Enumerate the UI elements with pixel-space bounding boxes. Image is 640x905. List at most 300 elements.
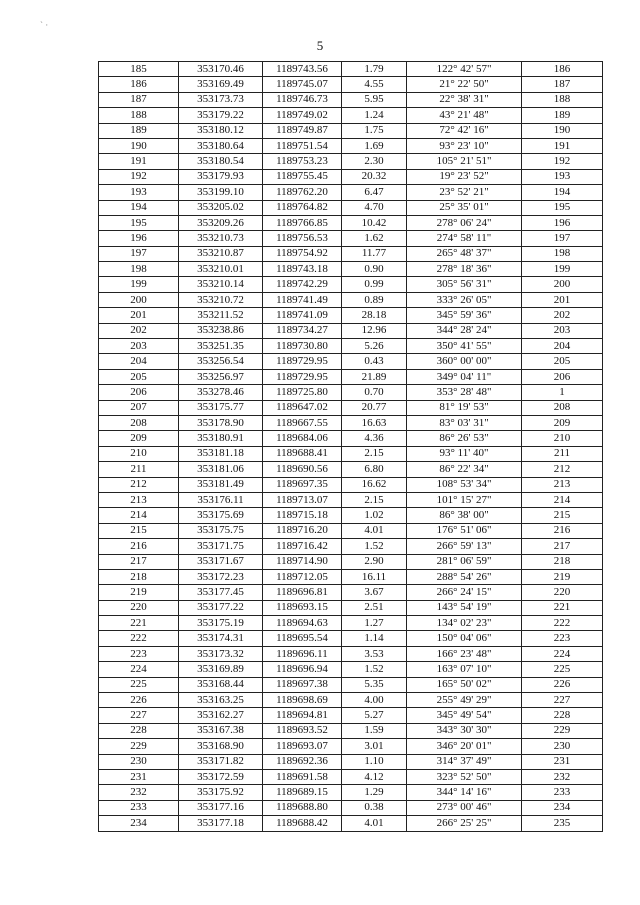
y-coordinate-cell: 1189741.09	[263, 308, 342, 323]
table-row	[99, 92, 603, 107]
bearing-cell: 23° 52' 21"	[407, 185, 522, 200]
point-number-cell: 210	[99, 446, 179, 461]
table-row	[99, 277, 603, 292]
distance-cell: 0.70	[342, 385, 407, 400]
y-coordinate-cell: 1189693.15	[263, 600, 342, 615]
next-point-cell: 208	[522, 400, 603, 415]
bearing-cell: 134° 02' 23"	[407, 616, 522, 631]
y-coordinate-cell: 1189693.52	[263, 723, 342, 738]
next-point-cell: 197	[522, 231, 603, 246]
next-point-cell: 228	[522, 708, 603, 723]
point-number-cell: 211	[99, 462, 179, 477]
next-point-cell: 187	[522, 77, 603, 92]
next-point-cell: 194	[522, 185, 603, 200]
table-row	[99, 123, 603, 138]
y-coordinate-cell: 1189688.41	[263, 446, 342, 461]
next-point-cell: 186	[522, 62, 603, 77]
x-coordinate-cell: 353180.64	[179, 138, 263, 153]
x-coordinate-cell: 353173.73	[179, 92, 263, 107]
x-coordinate-cell: 353176.11	[179, 492, 263, 507]
next-point-cell: 220	[522, 585, 603, 600]
table-row	[99, 138, 603, 153]
x-coordinate-cell: 353177.18	[179, 816, 263, 831]
distance-cell: 28.18	[342, 308, 407, 323]
bearing-cell: 344° 14' 16"	[407, 785, 522, 800]
next-point-cell: 234	[522, 800, 603, 815]
table-row	[99, 616, 603, 631]
table-row	[99, 554, 603, 569]
y-coordinate-cell: 1189729.95	[263, 354, 342, 369]
bearing-cell: 349° 04' 11"	[407, 369, 522, 384]
x-coordinate-cell: 353173.32	[179, 646, 263, 661]
next-point-cell: 1	[522, 385, 603, 400]
distance-cell: 3.53	[342, 646, 407, 661]
bearing-cell: 344° 28' 24"	[407, 323, 522, 338]
point-number-cell: 214	[99, 508, 179, 523]
y-coordinate-cell: 1189647.02	[263, 400, 342, 415]
point-number-cell: 189	[99, 123, 179, 138]
bearing-cell: 346° 20' 01"	[407, 739, 522, 754]
table-row	[99, 462, 603, 477]
next-point-cell: 230	[522, 739, 603, 754]
point-number-cell: 220	[99, 600, 179, 615]
y-coordinate-cell: 1189697.38	[263, 677, 342, 692]
next-point-cell: 205	[522, 354, 603, 369]
y-coordinate-cell: 1189755.45	[263, 169, 342, 184]
distance-cell: 1.62	[342, 231, 407, 246]
x-coordinate-cell: 353238.86	[179, 323, 263, 338]
table-row	[99, 339, 603, 354]
bearing-cell: 345° 59' 36"	[407, 308, 522, 323]
x-coordinate-cell: 353180.12	[179, 123, 263, 138]
x-coordinate-cell: 353177.22	[179, 600, 263, 615]
point-number-cell: 196	[99, 231, 179, 246]
distance-cell: 2.90	[342, 554, 407, 569]
distance-cell: 2.15	[342, 492, 407, 507]
point-number-cell: 219	[99, 585, 179, 600]
point-number-cell: 202	[99, 323, 179, 338]
y-coordinate-cell: 1189688.42	[263, 816, 342, 831]
point-number-cell: 190	[99, 138, 179, 153]
point-number-cell: 198	[99, 262, 179, 277]
table-row	[99, 108, 603, 123]
distance-cell: 0.99	[342, 277, 407, 292]
table-row	[99, 431, 603, 446]
distance-cell: 5.35	[342, 677, 407, 692]
point-number-cell: 234	[99, 816, 179, 831]
distance-cell: 20.32	[342, 169, 407, 184]
y-coordinate-cell: 1189696.11	[263, 646, 342, 661]
distance-cell: 4.55	[342, 77, 407, 92]
next-point-cell: 206	[522, 369, 603, 384]
bearing-cell: 25° 35' 01"	[407, 200, 522, 215]
bearing-cell: 86° 26' 53"	[407, 431, 522, 446]
point-number-cell: 224	[99, 662, 179, 677]
distance-cell: 1.52	[342, 539, 407, 554]
table-row	[99, 246, 603, 261]
x-coordinate-cell: 353180.91	[179, 431, 263, 446]
distance-cell: 1.52	[342, 662, 407, 677]
bearing-cell: 150° 04' 06"	[407, 631, 522, 646]
x-coordinate-cell: 353175.75	[179, 523, 263, 538]
distance-cell: 1.24	[342, 108, 407, 123]
table-row	[99, 292, 603, 307]
x-coordinate-cell: 353211.52	[179, 308, 263, 323]
y-coordinate-cell: 1189762.20	[263, 185, 342, 200]
distance-cell: 2.30	[342, 154, 407, 169]
next-point-cell: 217	[522, 539, 603, 554]
next-point-cell: 210	[522, 431, 603, 446]
distance-cell: 6.80	[342, 462, 407, 477]
bearing-cell: 314° 37' 49"	[407, 754, 522, 769]
x-coordinate-cell: 353163.25	[179, 693, 263, 708]
x-coordinate-cell: 353251.35	[179, 339, 263, 354]
bearing-cell: 22° 38' 31"	[407, 92, 522, 107]
x-coordinate-cell: 353171.67	[179, 554, 263, 569]
distance-cell: 1.69	[342, 138, 407, 153]
x-coordinate-cell: 353199.10	[179, 185, 263, 200]
table-row	[99, 215, 603, 230]
table-row	[99, 400, 603, 415]
y-coordinate-cell: 1189692.36	[263, 754, 342, 769]
table-row	[99, 308, 603, 323]
next-point-cell: 233	[522, 785, 603, 800]
bearing-cell: 122° 42' 57"	[407, 62, 522, 77]
bearing-cell: 343° 30' 30"	[407, 723, 522, 738]
table-row	[99, 385, 603, 400]
distance-cell: 0.90	[342, 262, 407, 277]
table-row	[99, 231, 603, 246]
y-coordinate-cell: 1189713.07	[263, 492, 342, 507]
point-number-cell: 229	[99, 739, 179, 754]
x-coordinate-cell: 353209.26	[179, 215, 263, 230]
y-coordinate-cell: 1189696.94	[263, 662, 342, 677]
point-number-cell: 205	[99, 369, 179, 384]
table-row	[99, 723, 603, 738]
distance-cell: 4.36	[342, 431, 407, 446]
next-point-cell: 209	[522, 415, 603, 430]
x-coordinate-cell: 353210.87	[179, 246, 263, 261]
table-row	[99, 769, 603, 784]
table-row	[99, 323, 603, 338]
next-point-cell: 188	[522, 92, 603, 107]
table-row	[99, 662, 603, 677]
distance-cell: 0.38	[342, 800, 407, 815]
distance-cell: 1.79	[342, 62, 407, 77]
x-coordinate-cell: 353167.38	[179, 723, 263, 738]
point-number-cell: 218	[99, 569, 179, 584]
bearing-cell: 93° 23' 10"	[407, 138, 522, 153]
bearing-cell: 163° 07' 10"	[407, 662, 522, 677]
bearing-cell: 21° 22' 50"	[407, 77, 522, 92]
table-row	[99, 600, 603, 615]
x-coordinate-cell: 353171.82	[179, 754, 263, 769]
bearing-cell: 278° 18' 36"	[407, 262, 522, 277]
x-coordinate-cell: 353180.54	[179, 154, 263, 169]
scan-mark: ` ·	[40, 20, 49, 30]
x-coordinate-cell: 353256.97	[179, 369, 263, 384]
point-number-cell: 225	[99, 677, 179, 692]
table-row	[99, 754, 603, 769]
x-coordinate-cell: 353278.46	[179, 385, 263, 400]
point-number-cell: 217	[99, 554, 179, 569]
next-point-cell: 216	[522, 523, 603, 538]
next-point-cell: 218	[522, 554, 603, 569]
distance-cell: 10.42	[342, 215, 407, 230]
distance-cell: 4.70	[342, 200, 407, 215]
point-number-cell: 204	[99, 354, 179, 369]
next-point-cell: 204	[522, 339, 603, 354]
bearing-cell: 266° 24' 15"	[407, 585, 522, 600]
y-coordinate-cell: 1189667.55	[263, 415, 342, 430]
page-number: 5	[316, 38, 324, 53]
bearing-cell: 166° 23' 48"	[407, 646, 522, 661]
x-coordinate-cell: 353175.19	[179, 616, 263, 631]
table-row	[99, 523, 603, 538]
y-coordinate-cell: 1189689.15	[263, 785, 342, 800]
table-row	[99, 77, 603, 92]
distance-cell: 16.62	[342, 477, 407, 492]
x-coordinate-cell: 353179.93	[179, 169, 263, 184]
distance-cell: 4.01	[342, 816, 407, 831]
y-coordinate-cell: 1189764.82	[263, 200, 342, 215]
point-number-cell: 192	[99, 169, 179, 184]
x-coordinate-cell: 353174.31	[179, 631, 263, 646]
x-coordinate-cell: 353181.18	[179, 446, 263, 461]
point-number-cell: 185	[99, 62, 179, 77]
next-point-cell: 189	[522, 108, 603, 123]
x-coordinate-cell: 353210.73	[179, 231, 263, 246]
bearing-cell: 19° 23' 52"	[407, 169, 522, 184]
bearing-cell: 43° 21' 48"	[407, 108, 522, 123]
x-coordinate-cell: 353210.14	[179, 277, 263, 292]
bearing-cell: 360° 00' 00"	[407, 354, 522, 369]
bearing-cell: 93° 11' 40"	[407, 446, 522, 461]
x-coordinate-cell: 353181.49	[179, 477, 263, 492]
table-row	[99, 708, 603, 723]
bearing-cell: 72° 42' 16"	[407, 123, 522, 138]
bearing-cell: 81° 19' 53"	[407, 400, 522, 415]
next-point-cell: 202	[522, 308, 603, 323]
bearing-cell: 86° 38' 00"	[407, 508, 522, 523]
point-number-cell: 231	[99, 769, 179, 784]
next-point-cell: 195	[522, 200, 603, 215]
y-coordinate-cell: 1189696.81	[263, 585, 342, 600]
table-row	[99, 169, 603, 184]
next-point-cell: 211	[522, 446, 603, 461]
next-point-cell: 193	[522, 169, 603, 184]
table-row	[99, 539, 603, 554]
next-point-cell: 219	[522, 569, 603, 584]
coordinates-table-body	[99, 62, 603, 832]
table-row	[99, 154, 603, 169]
table-row	[99, 508, 603, 523]
y-coordinate-cell: 1189729.95	[263, 369, 342, 384]
x-coordinate-cell: 353181.06	[179, 462, 263, 477]
bearing-cell: 108° 53' 34"	[407, 477, 522, 492]
next-point-cell: 191	[522, 138, 603, 153]
y-coordinate-cell: 1189749.87	[263, 123, 342, 138]
table-row	[99, 446, 603, 461]
x-coordinate-cell: 353175.69	[179, 508, 263, 523]
distance-cell: 2.51	[342, 600, 407, 615]
point-number-cell: 195	[99, 215, 179, 230]
y-coordinate-cell: 1189714.90	[263, 554, 342, 569]
next-point-cell: 231	[522, 754, 603, 769]
bearing-cell: 305° 56' 31"	[407, 277, 522, 292]
next-point-cell: 212	[522, 462, 603, 477]
point-number-cell: 186	[99, 77, 179, 92]
point-number-cell: 203	[99, 339, 179, 354]
point-number-cell: 208	[99, 415, 179, 430]
bearing-cell: 353° 28' 48"	[407, 385, 522, 400]
point-number-cell: 194	[99, 200, 179, 215]
y-coordinate-cell: 1189743.18	[263, 262, 342, 277]
y-coordinate-cell: 1189741.49	[263, 292, 342, 307]
x-coordinate-cell: 353162.27	[179, 708, 263, 723]
y-coordinate-cell: 1189693.07	[263, 739, 342, 754]
table-row	[99, 492, 603, 507]
table-row	[99, 477, 603, 492]
distance-cell: 1.75	[342, 123, 407, 138]
y-coordinate-cell: 1189716.42	[263, 539, 342, 554]
point-number-cell: 215	[99, 523, 179, 538]
next-point-cell: 203	[522, 323, 603, 338]
table-row	[99, 646, 603, 661]
bearing-cell: 165° 50' 02"	[407, 677, 522, 692]
distance-cell: 1.14	[342, 631, 407, 646]
bearing-cell: 265° 48' 37"	[407, 246, 522, 261]
coordinates-table	[98, 61, 603, 832]
x-coordinate-cell: 353169.49	[179, 77, 263, 92]
distance-cell: 1.02	[342, 508, 407, 523]
y-coordinate-cell: 1189712.05	[263, 569, 342, 584]
distance-cell: 20.77	[342, 400, 407, 415]
distance-cell: 4.00	[342, 693, 407, 708]
distance-cell: 1.59	[342, 723, 407, 738]
y-coordinate-cell: 1189716.20	[263, 523, 342, 538]
y-coordinate-cell: 1189743.56	[263, 62, 342, 77]
next-point-cell: 226	[522, 677, 603, 692]
distance-cell: 3.67	[342, 585, 407, 600]
bearing-cell: 86° 22' 34"	[407, 462, 522, 477]
distance-cell: 1.29	[342, 785, 407, 800]
y-coordinate-cell: 1189694.63	[263, 616, 342, 631]
y-coordinate-cell: 1189684.06	[263, 431, 342, 446]
table-row	[99, 785, 603, 800]
y-coordinate-cell: 1189725.80	[263, 385, 342, 400]
distance-cell: 4.12	[342, 769, 407, 784]
table-row	[99, 185, 603, 200]
bearing-cell: 281° 06' 59"	[407, 554, 522, 569]
distance-cell: 16.11	[342, 569, 407, 584]
point-number-cell: 226	[99, 693, 179, 708]
distance-cell: 1.27	[342, 616, 407, 631]
y-coordinate-cell: 1189746.73	[263, 92, 342, 107]
point-number-cell: 222	[99, 631, 179, 646]
y-coordinate-cell: 1189715.18	[263, 508, 342, 523]
y-coordinate-cell: 1189754.92	[263, 246, 342, 261]
next-point-cell: 224	[522, 646, 603, 661]
next-point-cell: 213	[522, 477, 603, 492]
point-number-cell: 187	[99, 92, 179, 107]
next-point-cell: 192	[522, 154, 603, 169]
distance-cell: 12.96	[342, 323, 407, 338]
y-coordinate-cell: 1189697.35	[263, 477, 342, 492]
x-coordinate-cell: 353169.89	[179, 662, 263, 677]
distance-cell: 16.63	[342, 415, 407, 430]
point-number-cell: 191	[99, 154, 179, 169]
y-coordinate-cell: 1189690.56	[263, 462, 342, 477]
bearing-cell: 345° 49' 54"	[407, 708, 522, 723]
table-row	[99, 739, 603, 754]
next-point-cell: 223	[522, 631, 603, 646]
next-point-cell: 196	[522, 215, 603, 230]
point-number-cell: 199	[99, 277, 179, 292]
distance-cell: 5.26	[342, 339, 407, 354]
y-coordinate-cell: 1189695.54	[263, 631, 342, 646]
bearing-cell: 266° 59' 13"	[407, 539, 522, 554]
point-number-cell: 197	[99, 246, 179, 261]
bearing-cell: 350° 41' 55"	[407, 339, 522, 354]
bearing-cell: 266° 25' 25"	[407, 816, 522, 831]
x-coordinate-cell: 353178.90	[179, 415, 263, 430]
table-row	[99, 62, 603, 77]
x-coordinate-cell: 353175.92	[179, 785, 263, 800]
bearing-cell: 101° 15' 27"	[407, 492, 522, 507]
distance-cell: 21.89	[342, 369, 407, 384]
x-coordinate-cell: 353168.44	[179, 677, 263, 692]
table-row	[99, 677, 603, 692]
next-point-cell: 222	[522, 616, 603, 631]
next-point-cell: 235	[522, 816, 603, 831]
y-coordinate-cell: 1189694.81	[263, 708, 342, 723]
next-point-cell: 225	[522, 662, 603, 677]
next-point-cell: 190	[522, 123, 603, 138]
next-point-cell: 201	[522, 292, 603, 307]
y-coordinate-cell: 1189688.80	[263, 800, 342, 815]
point-number-cell: 188	[99, 108, 179, 123]
next-point-cell: 232	[522, 769, 603, 784]
table-row	[99, 693, 603, 708]
next-point-cell: 199	[522, 262, 603, 277]
x-coordinate-cell: 353210.01	[179, 262, 263, 277]
point-number-cell: 233	[99, 800, 179, 815]
x-coordinate-cell: 353256.54	[179, 354, 263, 369]
table-row	[99, 631, 603, 646]
bearing-cell: 278° 06' 24"	[407, 215, 522, 230]
table-row	[99, 816, 603, 831]
next-point-cell: 214	[522, 492, 603, 507]
bearing-cell: 274° 58' 11"	[407, 231, 522, 246]
x-coordinate-cell: 353172.59	[179, 769, 263, 784]
point-number-cell: 227	[99, 708, 179, 723]
point-number-cell: 193	[99, 185, 179, 200]
point-number-cell: 223	[99, 646, 179, 661]
y-coordinate-cell: 1189749.02	[263, 108, 342, 123]
table-row	[99, 200, 603, 215]
table-row	[99, 262, 603, 277]
x-coordinate-cell: 353171.75	[179, 539, 263, 554]
point-number-cell: 230	[99, 754, 179, 769]
y-coordinate-cell: 1189691.58	[263, 769, 342, 784]
distance-cell: 0.89	[342, 292, 407, 307]
next-point-cell: 221	[522, 600, 603, 615]
x-coordinate-cell: 353175.77	[179, 400, 263, 415]
point-number-cell: 221	[99, 616, 179, 631]
y-coordinate-cell: 1189742.29	[263, 277, 342, 292]
point-number-cell: 216	[99, 539, 179, 554]
